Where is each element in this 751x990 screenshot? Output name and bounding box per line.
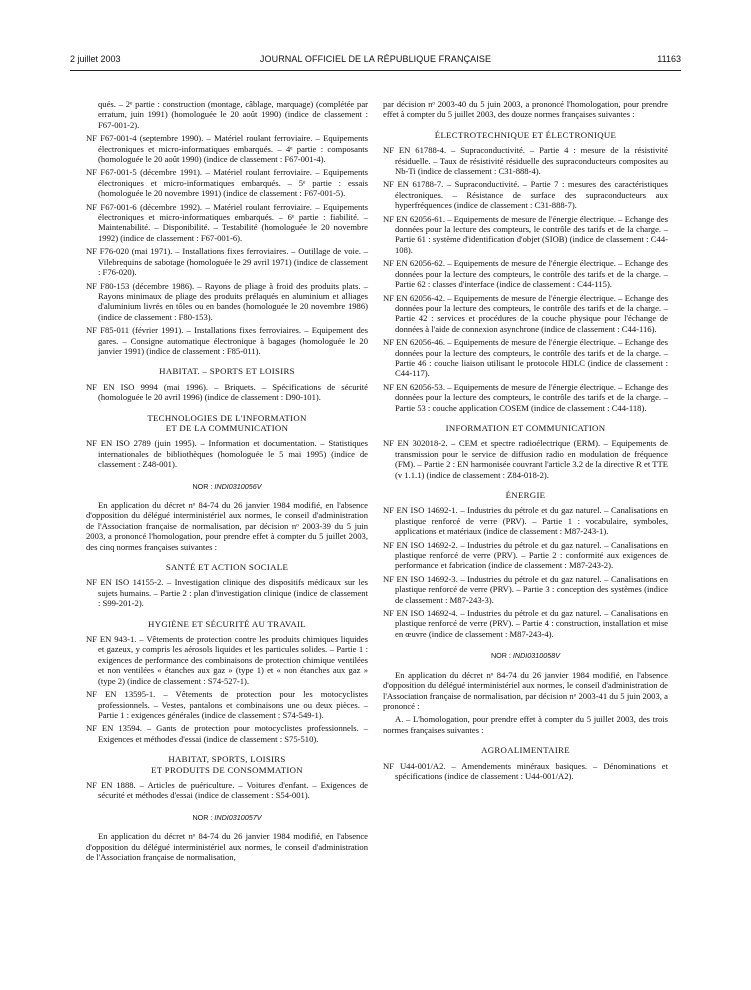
nor-label: NOR : (192, 812, 213, 822)
standard-entry: NF F85-011 (février 1991). – Installations fixes ferroviaires. – Equipement des gares. – Consigne automatique électronique à bagages (homologuée le 20 janvier 1991) (indice de classement : F85-011). (86, 325, 368, 356)
nor-reference (383, 651, 668, 661)
header-journal-title: JOURNAL OFFICIEL DE LA RÉPUBLIQUE FRANÇAISE (259, 54, 492, 64)
standard-entry: NF EN 13595-1. – Vêtements de protection pour les motocyclistes professionnels. – Vestes, pantalons et combinaisons une ou deux pièces. – Partie 1 : exigences générales (indice de classement : S74-549-1). (86, 689, 368, 720)
section-heading-line: HABITAT, SPORTS, LOISIRS (168, 754, 286, 765)
standard-entry: NF EN 62056-42. – Equipements de mesure de l'énergie électrique. – Echange des données pour la lecture des compteurs, le contrôle des tarifs et de la charge. – Partie 42 : services et procédures de la couche physique pour l'échange de données à l'aide de connexion asynchrone (indice de classement : C44-116). (383, 292, 668, 334)
left-column (86, 99, 368, 865)
section-heading: SANTÉ ET ACTION SOCIALE (165, 562, 289, 573)
standard-entry: NF EN 61788-4. – Supraconductivité. – Partie 4 : mesure de la résistivité résiduelle. – Taux de résistivité résiduelle des supraconducteurs composites au Nb-Ti (indice de classement : C31-888-4). (383, 145, 668, 177)
nor-code: INDI0310056V (214, 481, 262, 491)
standard-entry: NF EN 61788-7. – Supraconductivité. – Partie 7 : mesures des caractéristiques électroniques. – Résistance de surface des supraconducteurs aux hyperfréquences (indice de classement : C31-888-7). (383, 179, 668, 211)
nor-code: INDI0310057V (214, 812, 262, 822)
section-heading (86, 754, 368, 775)
section-heading-line: ET DE LA COMMUNICATION (165, 422, 289, 433)
standard-entry: NF EN 943-1. – Vêtements de protection contre les produits chimiques liquides et gazeux, y compris les aérosols liquides et les particules solides. – Partie 1 : exigences de performance des combinaisons de protection chimique ventilées et non ventilées « étanches aux gaz » (type 1) et « non étanches aux gaz » (type 2) (indice de classement : S74-527-1). (86, 634, 368, 686)
standard-entry-continued: qués. – 2ᵉ partie : construction (montage, câblage, marquage) (complétée par erratum, juin 1991) (homologuée le 20 août 1990) (indice de classement : F67-001-2). (98, 99, 368, 130)
standard-entry: NF F76-020 (mai 1971). – Installations fixes ferroviaires. – Outillage de voie. – Vilebrequins de sabotage (homologuée le 29 avril 1971) (indice de classement : F76-020). (86, 246, 368, 278)
decree-paragraph: En application du décret nᵒ 84-74 du 26 janvier 1984 modifié, en l'absence d'opposition du délégué interministériel aux normes, le conseil d'administration de l'Association française de normalisation, par décision nᵒ 2003-41 du 5 juin 2003, a prononcé : (383, 669, 668, 711)
header-page-number: 11163 (657, 54, 681, 64)
standard-entry: NF EN ISO 14155-2. – Investigation clinique des dispositifs médicaux sur les sujets humains. – Partie 2 : plan d'investigation clinique (indice de classement : S99-201-2). (86, 577, 368, 609)
section-heading: HYGIÈNE ET SÉCURITÉ AU TRAVAIL (148, 618, 306, 629)
standard-entry: NF EN 13594. – Gants de protection pour motocyclistes professionnels. – Exigences et méthodes d'essai (indice de classement : S75-510). (86, 723, 368, 744)
standard-entry: NF EN ISO 2789 (juin 1995). – Information et documentation. – Statistiques internationales de bibliothèques (homologuée le 5 mai 1995) (indice de classement : Z48-001). (86, 438, 368, 470)
page-header (70, 54, 681, 70)
section-heading-line: ET PRODUITS DE CONSOMMATION (151, 764, 303, 775)
nor-label: NOR : (192, 481, 213, 491)
standard-entry: NF EN 62056-62. – Equipements de mesure de l'énergie électrique. – Echange des données pour la lecture des compteurs, le contrôle des tarifs et de la charge. – Partie 62 : classes d'interface (indice de classement : C44-115). (383, 258, 668, 290)
section-heading (86, 413, 368, 434)
header-date: 2 juillet 2003 (70, 54, 121, 64)
decree-paragraph: En application du décret nᵒ 84-74 du 26 janvier 1984 modifié, en l'absence d'opposition du délégué interministériel aux normes, le conseil d'administration de l'Association française de normalisation, par décision nᵒ 2003-39 du 5 juin 2003, a prononcé l'homologation, pour prendre effet à compter du 5 juillet 2003, des cinq normes françaises suivantes : (86, 500, 368, 552)
nor-reference (86, 482, 368, 492)
standard-entry: NF EN ISO 14692-2. – Industries du pétrole et du gaz naturel. – Canalisations en plastique renforcé de verre (PRV). – Partie 2 : conformité aux exigences de performance et fabrication (indice de classement : M87-243-2). (383, 539, 668, 571)
standard-entry: NF U44-001/A2. – Amendements minéraux basiques. – Dénominations et spécifications (indice de classement : U44-001/A2). (383, 760, 668, 781)
section-heading: AGROALIMENTAIRE (481, 745, 570, 756)
nor-reference (86, 813, 368, 823)
right-column (383, 99, 668, 784)
section-heading: INFORMATION ET COMMUNICATION (445, 422, 606, 433)
standard-entry: NF EN 62056-53. – Equipements de mesure de l'énergie électrique. – Echange des données pour la lecture des compteurs, le contrôle des tarifs et de la charge. – Partie 53 : couche application COSEM (indice de classement : C44-118). (383, 381, 668, 413)
nor-code: INDI0310058V (512, 651, 561, 661)
standard-entry: NF EN 1888. – Articles de puériculture. – Voitures d'enfant. – Exigences de sécurité et méthodes d'essai (indice de classement : S54-001). (86, 779, 368, 801)
section-heading: HABITAT. – SPORTS ET LOISIRS (159, 366, 295, 377)
standard-entry: NF F67-001-6 (décembre 1992). – Matériel roulant ferroviaire. – Equipements électroniques et micro-informatiques embarqués. – 6ᵉ partie : fiabilité. – Maintenabilité. – Disponibilité. – Testabilité (homologuée le 20 novembre 1992) (indice de classement : F67-001-6). (86, 201, 368, 243)
standard-entry: NF EN ISO 14692-4. – Industries du pétrole et du gaz naturel. – Canalisations en plastique renforcé de verre (PRV). – Partie 4 : construction, installation et mise en œuvre (indice de classement : M87-243-4). (383, 608, 668, 639)
standard-entry: NF F80-153 (décembre 1986). – Rayons de pliage à froid des produits plats. – Rayons minimaux de pliage des produits prélaqués en aluminium et alliages d'aluminium livrés en tôles ou en bandes (homologuée le 20 novembre 1986) (indice de classement : F80-153). (86, 280, 368, 322)
header-rule (70, 70, 681, 71)
standard-entry: NF EN 302018-2. – CEM et spectre radioélectrique (ERM). – Equipements de transmission pour le service de diffusion radio en modulation de fréquence (FM). – Partie 2 : EN harmonisée couvrant l'article 3.2 de la directive R et TTE (v 1.1.1) (indice de classement : Z84-018-2). (383, 438, 668, 480)
decree-paragraph: A. – L'homologation, pour prendre effet à compter du 5 juillet 2003, des trois normes françaises suivantes : (383, 714, 668, 735)
standard-entry: NF EN 62056-46. – Equipements de mesure de l'énergie électrique. – Echange des données pour la lecture des compteurs, le contrôle des tarifs et de la charge. – Partie 46 : couche liaison utilisant le protocole HDLC (indice de classement : C44-117). (383, 337, 668, 379)
section-heading-line: TECHNOLOGIES DE L'INFORMATION (147, 412, 307, 423)
standard-entry: NF EN ISO 9994 (mai 1996). – Briquets. – Spécifications de sécurité (homologuée le 20 avril 1996) (indice de classement : D90-101). (86, 381, 368, 403)
standard-entry: NF EN ISO 14692-1. – Industries du pétrole et du gaz naturel. – Canalisations en plastique renforcé de verre (PRV). – Partie 1 : vocabulaire, symboles, applications et matériaux (indice de classement : M87-243-1). (383, 505, 668, 537)
section-heading: ÉNERGIE (505, 490, 546, 500)
decree-paragraph-continued: par décision nᵒ 2003-40 du 5 juin 2003, a prononcé l'homologation, pour prendre effet à compter du 5 juillet 2003, des douze normes françaises suivantes : (383, 99, 668, 120)
decree-paragraph: En application du décret nᵒ 84-74 du 26 janvier 1984 modifié, en l'absence d'opposition du délégué interministériel aux normes, le conseil d'administration de l'Association française de normalisation, (86, 831, 368, 862)
standard-entry: NF EN ISO 14692-3. – Industries du pétrole et du gaz naturel. – Canalisations en plastique renforcé de verre (PRV). – Partie 3 : conception des systèmes (indice de classement : M87-243-3). (383, 573, 668, 605)
section-heading: ÉLECTROTECHNIQUE ET ÉLECTRONIQUE (434, 129, 617, 140)
standard-entry: NF F67-001-5 (décembre 1991). – Matériel roulant ferroviaire. – Equipements électroniques et micro-informatiques embarqués. – 5ᵉ partie : essais (homologuée le 20 novembre 1991) (indice de classement : F67-001-5). (86, 167, 368, 199)
nor-label: NOR : (490, 651, 511, 661)
standard-entry: NF F67-001-4 (septembre 1990). – Matériel roulant ferroviaire. – Equipements électroniques et micro-informatiques embarqués. – 4ᵉ partie : composants (homologuée le 20 août 1990) (indice de classement : F67-001-4). (86, 133, 368, 165)
standard-entry: NF EN 62056-61. – Equipements de mesure de l'énergie électrique. – Echange des données pour la lecture des compteurs, le contrôle des tarifs et de la charge. – Partie 61 : système d'identification d'objet (SIOB) (indice de classement : C44-108). (383, 213, 668, 255)
